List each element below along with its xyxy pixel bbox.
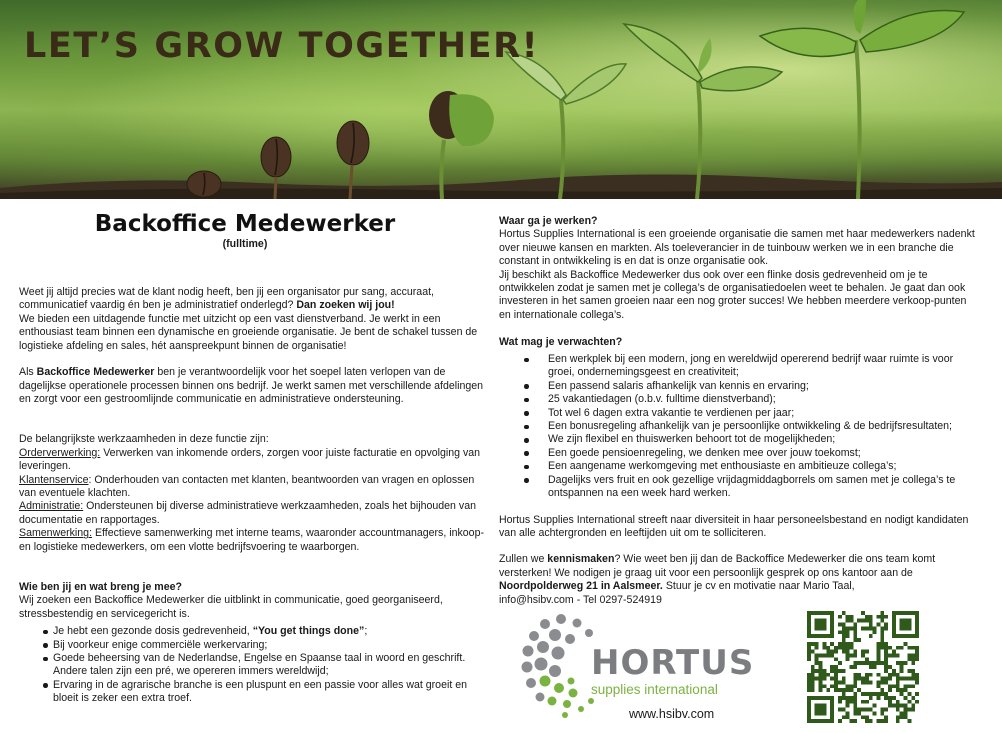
profile-item: Goede beheersing van de Nederlandse, Engelse en Spaanse taal in woord en geschrift. Andere talen zijn een pré, we opereren immers wereldwijd; — [19, 652, 485, 679]
logo-wordmark: HORTUS — [591, 643, 755, 683]
offer-item: Een goede pensioenregeling, we denken mee over jouw toekomst; — [499, 447, 981, 460]
where-heading: Waar ga je werken? — [499, 215, 598, 227]
task-item — [19, 447, 485, 474]
task-label: Samenwerking: — [19, 527, 93, 540]
role-text-b: ben je verantwoordelijk voor het soepel laten verlopen van de dagelijkse operationele processen binnen ons bedrijf. Je werkt samen met verschillende afdelingen en zorgt voor een gestroomlijnde communicatie en administratieve ondersteuning. — [19, 366, 484, 406]
task-text: Verwerken van inkomende orders, zorgen voor juiste facturatie en opvolging van leveringen. — [19, 446, 481, 473]
task-label: Administratie: — [19, 500, 84, 513]
task-item — [19, 474, 485, 501]
job-subtitle: (fulltime) — [222, 238, 268, 250]
contact-callout: kennismaken — [547, 553, 615, 566]
offer-item: We zijn flexibel en thuiswerken behoort tot de mogelijkheden; — [499, 433, 981, 446]
offer-item: Een bonusregeling afhankelijk van je persoonlijke ontwikkeling & de bedrijfsresultaten; — [499, 420, 981, 433]
right-column — [499, 215, 981, 607]
profile-item-text: Je hebt een gezonde dosis gedrevenheid, — [53, 625, 250, 638]
task-text: Ondersteunen bij diverse administratieve werkzaamheden, zoals het bijhouden van documentatie en rapportages. — [19, 500, 476, 526]
hero-title: LET’S GROW TOGETHER! — [24, 26, 540, 66]
offer-item: 25 vakantiedagen (o.b.v. fulltime dienstverband); — [499, 393, 981, 406]
hero-banner — [0, 0, 1002, 199]
profile-item — [19, 625, 485, 638]
intro-text: Weet jij altijd precies wat de klant nodig heeft, ben jij een organisator pur sang, accuraat, communicatief vaardig én ben je administratief onderlegd? — [19, 286, 434, 312]
profile-item: Bij voorkeur enige commerciële werkervaring; — [19, 639, 485, 652]
job-title: Backoffice Medewerker — [94, 211, 396, 237]
offer-item: Tot wel 6 dagen extra vakantie te verdienen per jaar; — [499, 407, 981, 420]
role-text-a: Als — [19, 366, 34, 379]
task-item — [19, 527, 485, 554]
profile-intro: Wij zoeken een Backoffice Medewerker die uitblinkt in communicatie, goed georganiseerd, stressbestendig en servicegericht is. — [19, 594, 443, 620]
where-paragraph-2: Jij beschikt als Backoffice Medewerker dus ook over een flinke dosis gedrevenheid om je te ontwikkelen zodat je samen met je collega’s de organisatiedoelen weet te behalen. Je gaat dan ook investeren in het samen groeien naar een nog groter succes! We hebben meerdere verkoop-punten en internationale collega’s. — [499, 268, 967, 321]
qr-code-icon — [807, 611, 919, 723]
task-label: Orderverwerking: — [19, 446, 101, 459]
tasks-list — [19, 447, 485, 554]
intro-callout: Dan zoeken wij jou! — [296, 299, 395, 312]
intro-offer-text: We bieden een uitdagende functie met uitzicht op een vast dienstverband. Je werkt in een enthousiast team binnen een dynamische en groeiende organisatie. Je bent de schakel tussen de logistieke afdeling en sales, hét aanspreekpunt binnen de organisatie! — [19, 312, 478, 352]
contact-text-b: ? Wie weet ben jij dan de Backoffice Medewerker die ons team komt versterken! We nodigen je graag uit voor een persoonlijk gesprek op ons kantoor aan de — [499, 553, 936, 579]
contact-phone: - Tel 0297-524919 — [573, 593, 662, 606]
offer-item: Een werkplek bij een modern, jong en wereldwijd opererend bedrijf waar ruimte is voor groei, ondernemingsgeest en creativiteit; — [499, 353, 981, 380]
logo-tagline: supplies international — [591, 682, 718, 697]
intro-paragraph — [19, 286, 485, 353]
offer-item: Dagelijks vers fruit en ook gezellige vrijdagmiddagborrels om samen met je collega’s te ontspannen na een week hard werken. — [499, 474, 981, 501]
contact-paragraph — [499, 553, 981, 607]
task-text: Effectieve samenwerking met interne teams, waaronder accountmanagers, inkoop- en logistieke medewerkers, om een vlotte bedrijfsvoering te waarborgen. — [19, 527, 484, 553]
contact-text-a: Zullen we — [499, 553, 545, 566]
task-label: Klantenservice — [19, 473, 89, 486]
profile-quote: “You get things done” — [252, 625, 365, 638]
contact-address: Noordpolderweg 21 in Aalsmeer. — [499, 580, 663, 593]
role-paragraph — [19, 366, 485, 406]
hortus-logo — [521, 609, 755, 721]
profile-item-end: ; — [364, 625, 368, 638]
left-column — [19, 210, 485, 706]
profile-item: Ervaring in de agrarische branche is een pluspunt en een passie voor alles wat groeit en bloeit is zeker een extra troef. — [19, 679, 485, 706]
offer-list — [499, 353, 981, 500]
dotted-globe-icon — [521, 609, 601, 721]
offer-item: Een aangename werkomgeving met enthousiaste en ambitieuze collega’s; — [499, 460, 981, 473]
where-paragraph-1: Hortus Supplies International is een groeiende organisatie die samen met haar medewerkers nadenkt over nieuwe kansen en markten. Als toeleverancier in de tuinbouw werken we in een branche die constant in ontwikkeling is en dat is onze organisatie ook. — [499, 228, 975, 268]
contact-email-link[interactable]: info@hsibv.com — [499, 593, 574, 606]
task-item — [19, 500, 485, 527]
offer-heading: Wat mag je verwachten? — [499, 335, 623, 348]
tasks-heading: De belangrijkste werkzaamheden in deze functie zijn: — [19, 433, 269, 446]
diversity-paragraph: Hortus Supplies International streeft naar diversiteit in haar personeelsbestand en nodigt kandidaten van alle achtergronden en leeftijden uit om te solliciteren. — [499, 513, 969, 539]
website-link[interactable]: www.hsibv.com — [629, 707, 715, 721]
task-text: : Onderhouden van contacten met klanten, beantwoorden van vragen en oplossen van eventuele klachten. — [19, 473, 475, 500]
contact-text-c: Stuur je cv en motivatie naar Mario Taal, — [665, 580, 855, 593]
profile-list — [19, 625, 485, 705]
role-name: Backoffice Medewerker — [36, 366, 155, 379]
profile-heading: Wie ben jij en wat breng je mee? — [19, 580, 182, 593]
offer-item: Een passend salaris afhankelijk van kennis en ervaring; — [499, 380, 981, 393]
